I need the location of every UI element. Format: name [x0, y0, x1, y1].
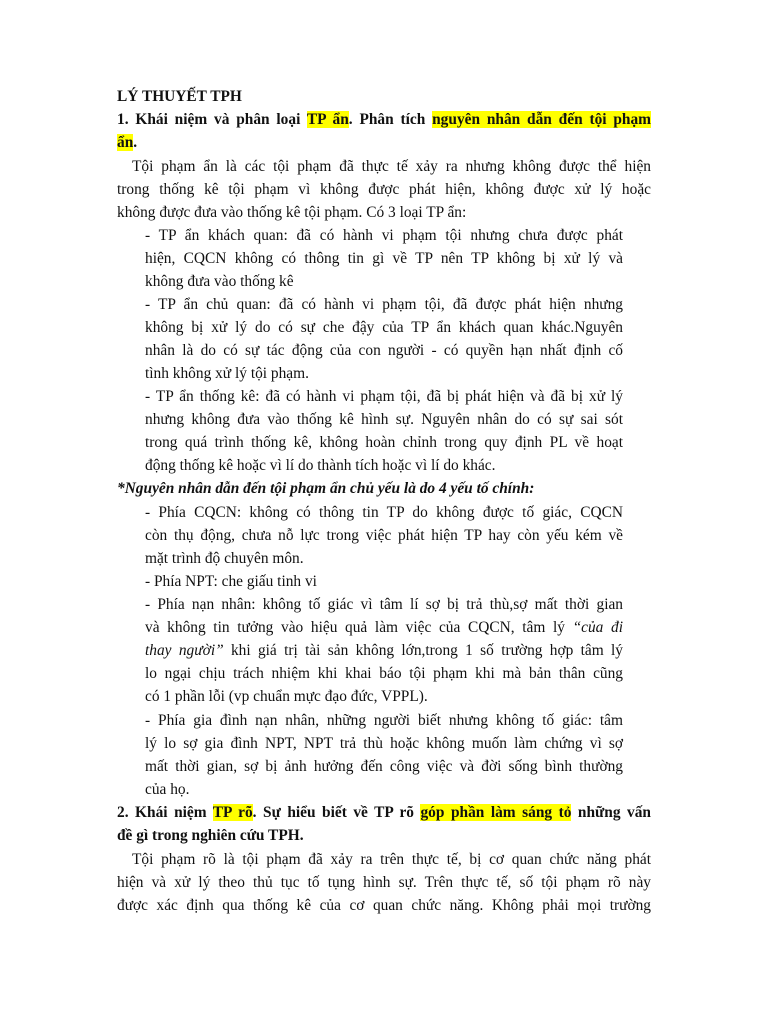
- list-item-line: nhưng không đưa vào thống kê hình sự. Nguyên nhân do có sự sai sót: [145, 411, 623, 428]
- causes-heading: *Nguyên nhân dẫn đến tội phạm ẩn chủ yếu là do 4 yếu tố chính:: [117, 480, 535, 497]
- highlight-tp-an: TP ẩn: [306, 111, 349, 128]
- paragraph-line: không được đưa vào thống kê tội phạm. Có 3 loại TP ẩn:: [117, 204, 467, 221]
- paragraph-line: trong thống kê tội phạm vì không được phát hiện, không được xử lý hoặc: [117, 181, 651, 198]
- list-item-line: - Phía nạn nhân: không tố giác vì tâm lí sợ bị trả thù,sợ mất thời gian: [145, 596, 623, 613]
- question-2-heading-line-1: 2. Khái niệm TP rõ. Sự hiểu biết về TP rõ góp phần làm sáng tỏ những vấn: [117, 804, 651, 821]
- document-title: LÝ THUYẾT TPH: [117, 88, 242, 105]
- list-item-line: còn thụ động, chưa nỗ lực trong việc phát hiện TP hay còn yếu kém về: [145, 527, 623, 544]
- list-item-line: và không tin tưởng vào hiệu quả làm việc của CQCN, tâm lý “của đi: [145, 619, 623, 636]
- paragraph-line: Tội phạm ẩn là các tội phạm đã thực tế xảy ra nhưng không được thể hiện: [132, 158, 651, 175]
- list-item-line: trong quá trình thống kê, không hoàn chỉnh trong quy định PL về hoạt: [145, 434, 623, 451]
- highlight-nguyen-nhan: nguyên nhân dẫn đến tội phạm: [432, 111, 651, 128]
- question-1-heading-line-1: 1. Khái niệm và phân loại TP ẩn. Phân tích nguyên nhân dẫn đến tội phạm: [117, 111, 651, 128]
- list-item-line: mất thời gian, sợ bị ảnh hưởng đến công việc và đời sống bình thường: [145, 758, 623, 775]
- list-item-line: - TP ẩn khách quan: đã có hành vi phạm tội nhưng chưa được phát: [145, 227, 623, 244]
- list-item-line: tình không xử lý tội phạm.: [145, 365, 309, 382]
- list-item-line: có 1 phần lỗi (vp chuẩn mực đạo đức, VPPL).: [145, 688, 428, 705]
- list-item-line: - TP ẩn thống kê: đã có hành vi phạm tội, đã bị phát hiện và đã bị xử lý: [145, 388, 623, 405]
- question-2-heading-line-2: đề gì trong nghiên cứu TPH.: [117, 827, 304, 844]
- list-item-line: lo ngại chịu trách nhiệm khi khai báo tội phạm khi mà bản thân cũng: [145, 665, 623, 682]
- list-item-line: mặt trình độ chuyên môn.: [145, 550, 304, 567]
- list-item-line: lý lo sợ gia đình NPT, NPT trả thù hoặc không muốn làm chứng vì sợ: [145, 735, 623, 752]
- highlight-an: ẩn: [117, 134, 134, 151]
- highlight-tp-ro: TP rõ: [212, 804, 253, 821]
- list-item-line: không bị xử lý do có sự che đậy của TP ẩn khách quan khác.Nguyên: [145, 319, 623, 336]
- list-item-line: không đưa vào thống kê: [145, 273, 294, 290]
- list-item-line: hiện, CQCN không có thông tin gì về TP nên TP không bị xử lý và: [145, 250, 623, 267]
- highlight-gop-phan: góp phần làm sáng tỏ: [420, 804, 572, 821]
- paragraph-line: Tội phạm rõ là tội phạm đã xảy ra trên thực tế, bị cơ quan chức năng phát: [132, 851, 651, 868]
- list-item-line: - TP ẩn chủ quan: đã có hành vi phạm tội, đã được phát hiện nhưng: [145, 296, 623, 313]
- question-1-heading-line-2: ẩn.: [117, 134, 138, 151]
- list-item-line: của họ.: [145, 781, 190, 798]
- list-item-line: - Phía gia đình nạn nhân, những người biết nhưng không tố giác: tâm: [145, 712, 623, 729]
- list-item-line: động thống kê hoặc vì lí do thành tích hoặc vì lí do khác.: [145, 457, 496, 474]
- list-item-line: - Phía CQCN: không có thông tin TP do không được tố giác, CQCN: [145, 504, 623, 521]
- quoted-phrase: thay người”: [145, 642, 224, 659]
- list-item-line: nhân là do có sự tác động của con người - có quyền hạn nhất định cố: [145, 342, 623, 359]
- list-item-line: thay người” khi giá trị tài sản không lớn,trong 1 số trường hợp tâm lý: [145, 642, 623, 659]
- paragraph-line: hiện và xử lý theo thủ tục tố tụng hình sự. Trên thực tế, số tội phạm rõ này: [117, 874, 651, 891]
- paragraph-line: được xác định qua thống kê của cơ quan chức năng. Không phải mọi trường: [117, 897, 651, 914]
- quoted-phrase: “của đi: [572, 619, 623, 636]
- list-item-line: - Phía NPT: che giấu tinh vi: [145, 573, 317, 590]
